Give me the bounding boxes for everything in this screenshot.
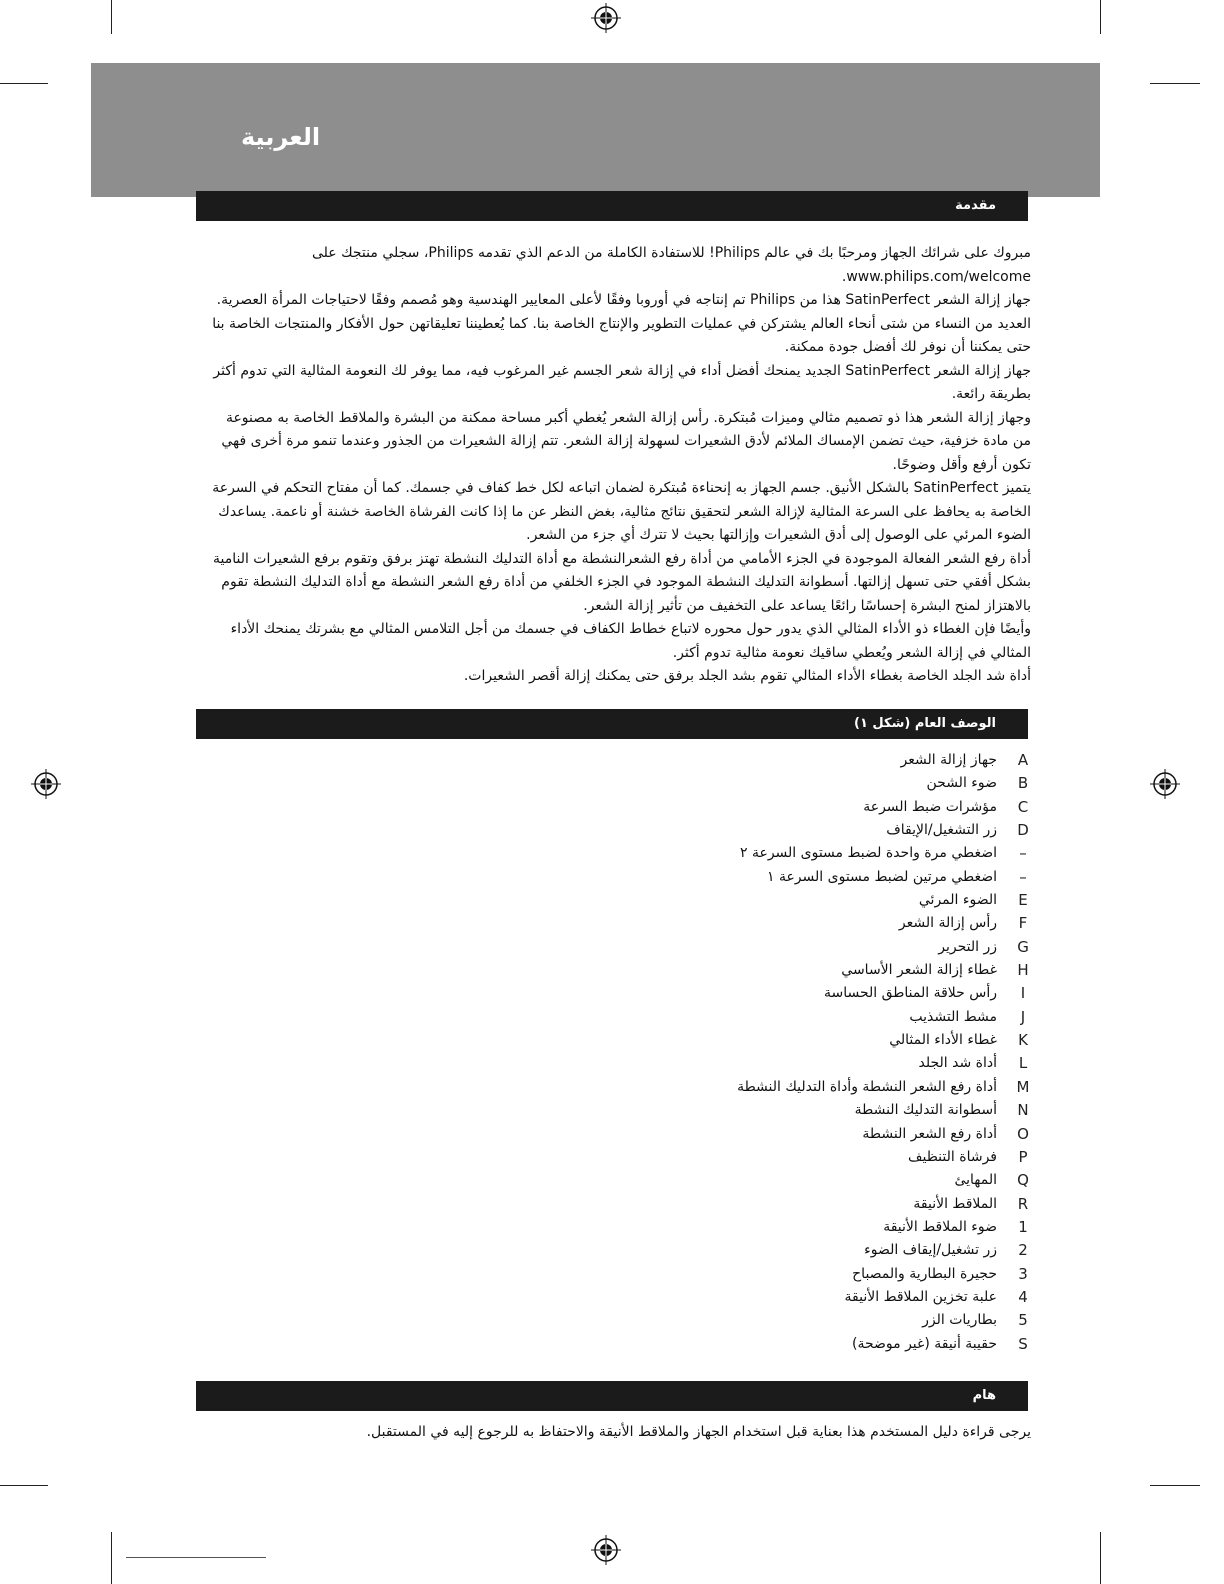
glossary-term: اضغطي مرة واحدة لضبط مستوى السرعة ٢ — [739, 845, 997, 862]
glossary-term: غطاء إزالة الشعر الأساسي — [841, 962, 997, 979]
important-notice-text: يرجى قراءة دليل المستخدم هذا بعناية قبل استخدام الجهاز والملاقط الأنيقة والاحتفاظ به للرجوع إليه في المستقبل. — [366, 1424, 1031, 1440]
glossary-key: D — [1017, 821, 1029, 840]
glossary-key: H — [1017, 961, 1029, 980]
intro-paragraph: أداة رفع الشعر الفعالة الموجودة في الجزء الأمامي من أداة رفع الشعرالنشطة مع أداة التدليك النشطة تهتز برفق وتقوم برفع الشعيرات النامية بشكل أفقي حتى تسهل إزالتها. أسطوانة التدليك النشطة الموجود في الجزء الخلفي من أداة رفع الشعر النشطة مع أداة التدليك النشطة تقوم بالاهتزاز لمنح البشرة إحساسًا رائعًا يساعد على التخفيف من تأثير إزالة الشعر. — [212, 550, 1031, 614]
glossary-term: حقيبة أنيقة (غير موضحة) — [852, 1335, 997, 1352]
glossary-key: G — [1017, 937, 1029, 956]
glossary-term: زر التحرير — [938, 938, 997, 955]
glossary-item — [520, 912, 1031, 935]
glossary-item — [520, 889, 1031, 912]
glossary-item — [520, 1263, 1031, 1286]
glossary-term: الملاقط الأنيقة — [913, 1195, 997, 1212]
glossary-key: B — [1017, 774, 1029, 793]
glossary-term: أداة رفع الشعر النشطة — [862, 1125, 997, 1142]
language-title: العربية — [241, 123, 321, 151]
glossary-key: 1 — [1018, 1217, 1028, 1236]
glossary-item — [520, 1193, 1031, 1216]
glossary-key: 3 — [1018, 1264, 1028, 1283]
glossary-item — [520, 1099, 1031, 1122]
glossary-term: أسطوانة التدليك النشطة — [854, 1102, 997, 1119]
glossary-term: أداة رفع الشعر النشطة وأداة التدليك النشطة — [737, 1078, 997, 1095]
glossary-item — [520, 1052, 1031, 1075]
glossary-key: – — [1019, 844, 1027, 863]
glossary-term: الضوء المرئي — [918, 892, 997, 909]
intro-paragraph: وجهاز إزالة الشعر هذا ذو تصميم مثالي وميزات مُبتكرة. رأس إزالة الشعر يُغطي أكبر مساحة ممكنة من البشرة والملاقط الخاصة به مصنوعة من مادة خزفية، حيث تضمن الإمساك الملائم لأدق الشعيرات لسهولة إزالة الشعر. تتم إزالة الشعيرات من الجذور وعندما تنمو مرة أخرى فهي تكون أرفع وأقل وضوحًا. — [221, 409, 1031, 473]
footer-rule — [126, 1557, 266, 1558]
glossary-item — [520, 1123, 1031, 1146]
glossary-term: ضوء الملاقط الأنيقة — [883, 1218, 997, 1235]
glossary-item — [520, 842, 1031, 865]
glossary-key: C — [1017, 797, 1029, 816]
general-description-heading: الوصف العام (شكل ١) — [196, 709, 1028, 739]
glossary-term: حجيرة البطارية والمصباح — [852, 1265, 997, 1282]
crop-mark-bottom-left-v — [111, 1532, 112, 1584]
intro-paragraph: يتميز SatinPerfect بالشكل الأنيق. جسم الجهاز به إنحناءة مُبتكرة لضمان اتباعه لكل خط كفاف في جسمك. كما أن مفتاح التحكم في السرعة الخاصة به يحافظ على السرعة المثالية لإزالة الشعر لتحقيق نتائج مثالية، بغض النظر عن ما إذا كانت الفرشاة الخاصة خشنة أو ناعمة. يساعدك الضوء المرئي على الوصول إلى أدق الشعيرات وإزالتها بحيث لا تترك أي جزء من الشعر. — [212, 480, 1031, 543]
important-section-heading: هام — [196, 1381, 1028, 1411]
glossary-key: S — [1018, 1334, 1028, 1353]
crop-mark-bottom-right-v — [1100, 1532, 1101, 1584]
intro-body — [204, 242, 1031, 689]
glossary-item — [520, 819, 1031, 842]
crop-mark-right-bottom-h — [1150, 1485, 1200, 1486]
registration-mark-bottom-icon — [591, 1535, 621, 1565]
glossary-item — [520, 982, 1031, 1005]
glossary-key: N — [1017, 1101, 1029, 1120]
glossary-key: P — [1018, 1147, 1028, 1166]
glossary-term: فرشاة التنظيف — [907, 1148, 997, 1165]
glossary-term: مؤشرات ضبط السرعة — [863, 798, 997, 815]
crop-mark-left-top-h — [0, 83, 48, 84]
glossary-item — [520, 959, 1031, 982]
glossary-key: R — [1017, 1194, 1029, 1213]
intro-paragraph: مبروك على شرائك الجهاز ومرحبًا بك في عالم Philips! للاستفادة الكاملة من الدعم الذي تقدمه Philips، سجلي منتجك على www.philips.com/welcome. — [311, 245, 1031, 285]
glossary-term: أداة شد الجلد — [918, 1055, 997, 1072]
crop-mark-top-right-v — [1100, 0, 1101, 34]
glossary-key: 4 — [1018, 1287, 1028, 1306]
glossary-term: رأس إزالة الشعر — [898, 915, 997, 932]
glossary-key: M — [1016, 1077, 1030, 1096]
glossary-item — [520, 1286, 1031, 1309]
glossary-key: K — [1018, 1031, 1028, 1050]
glossary-term: زر تشغيل/إيقاف الضوء — [864, 1242, 997, 1259]
crop-mark-right-top-h — [1150, 83, 1200, 84]
glossary-item — [520, 1333, 1031, 1356]
registration-mark-top-icon — [591, 3, 621, 33]
intro-paragraph: جهاز إزالة الشعر SatinPerfect الجديد يمنحك أفضل أداء في إزالة شعر الجسم غير المرغوب فيه، مما يوفر لك النعومة المثالية التي تدوم أكثر بطريقة رائعة. — [213, 362, 1031, 402]
crop-mark-top-left-v — [111, 0, 112, 34]
glossary-term: اضغطي مرتين لضبط مستوى السرعة ١ — [766, 868, 997, 885]
glossary-key: I — [1020, 984, 1026, 1003]
glossary-item — [520, 866, 1031, 889]
registration-mark-right-icon — [1150, 769, 1180, 799]
glossary-item — [520, 1309, 1031, 1332]
glossary-item — [520, 1169, 1031, 1192]
glossary-key: O — [1017, 1124, 1029, 1143]
glossary-item — [520, 772, 1031, 795]
glossary-key: L — [1018, 1054, 1028, 1073]
glossary-term: زر التشغيل/الإيقاف — [886, 822, 997, 839]
intro-paragraph: وأيضًا فإن الغطاء ذو الأداء المثالي الذي يدور حول محوره لاتباع خطاط الكفاف في جسمك من أجل التلامس المثالي مع بشرتك يمنحك الأداء المثالي في إزالة الشعر ويُعطي ساقيك نعومة مثالية تدوم أكثر. — [230, 621, 1031, 661]
glossary-item — [520, 936, 1031, 959]
registration-mark-left-icon — [31, 769, 61, 799]
glossary-item — [520, 796, 1031, 819]
glossary-item — [520, 1006, 1031, 1029]
intro-paragraph: جهاز إزالة الشعر SatinPerfect هذا من Philips تم إنتاجه في أوروبا وفقًا لأعلى المعايير الهندسية وهو مُصمم وفقًا لاحتياجات المرأة العصرية. العديد من النساء من شتى أنحاء العالم يشتركن في عمليات التطوير والإنتاج الخاصة بنا. كما يُعطيننا تعليقاتهن حول الأفكار والمنتجات الخاصة بنا حتى يمكننا أن نوفر لك أفضل جودة ممكنة. — [212, 292, 1031, 355]
glossary-key: J — [1020, 1007, 1026, 1026]
glossary-item — [520, 1216, 1031, 1239]
glossary-item — [520, 1239, 1031, 1262]
glossary-term: مشط التشذيب — [909, 1008, 997, 1025]
glossary-item — [520, 749, 1031, 772]
glossary-term: علبة تخزين الملاقط الأنيقة — [844, 1288, 997, 1305]
glossary-term: غطاء الأداء المثالي — [889, 1032, 997, 1049]
glossary-key: F — [1018, 914, 1028, 933]
glossary-key: – — [1019, 867, 1027, 886]
language-header-band — [91, 63, 1100, 197]
crop-mark-left-bottom-h — [0, 1485, 48, 1486]
intro-paragraph: أداة شد الجلد الخاصة بغطاء الأداء المثالي تقوم بشد الجلد برفق حتى يمكنك إزالة أقصر الشعيرات. — [463, 668, 1031, 684]
glossary-term: بطاريات الزر — [922, 1312, 997, 1329]
glossary-term: المهايئ — [954, 1172, 997, 1189]
parts-glossary — [520, 749, 1031, 1356]
glossary-item — [520, 1076, 1031, 1099]
glossary-key: E — [1018, 891, 1028, 910]
glossary-item — [520, 1146, 1031, 1169]
glossary-term: جهاز إزالة الشعر — [900, 752, 997, 768]
glossary-term: ضوء الشحن — [926, 775, 997, 792]
intro-section-heading: مقدمة — [196, 191, 1028, 221]
glossary-key: A — [1017, 751, 1029, 769]
glossary-key: Q — [1017, 1171, 1029, 1190]
glossary-item — [520, 1029, 1031, 1052]
glossary-key: 5 — [1018, 1311, 1028, 1330]
glossary-key: 2 — [1018, 1241, 1028, 1260]
glossary-term: رأس حلاقة المناطق الحساسة — [823, 985, 997, 1002]
